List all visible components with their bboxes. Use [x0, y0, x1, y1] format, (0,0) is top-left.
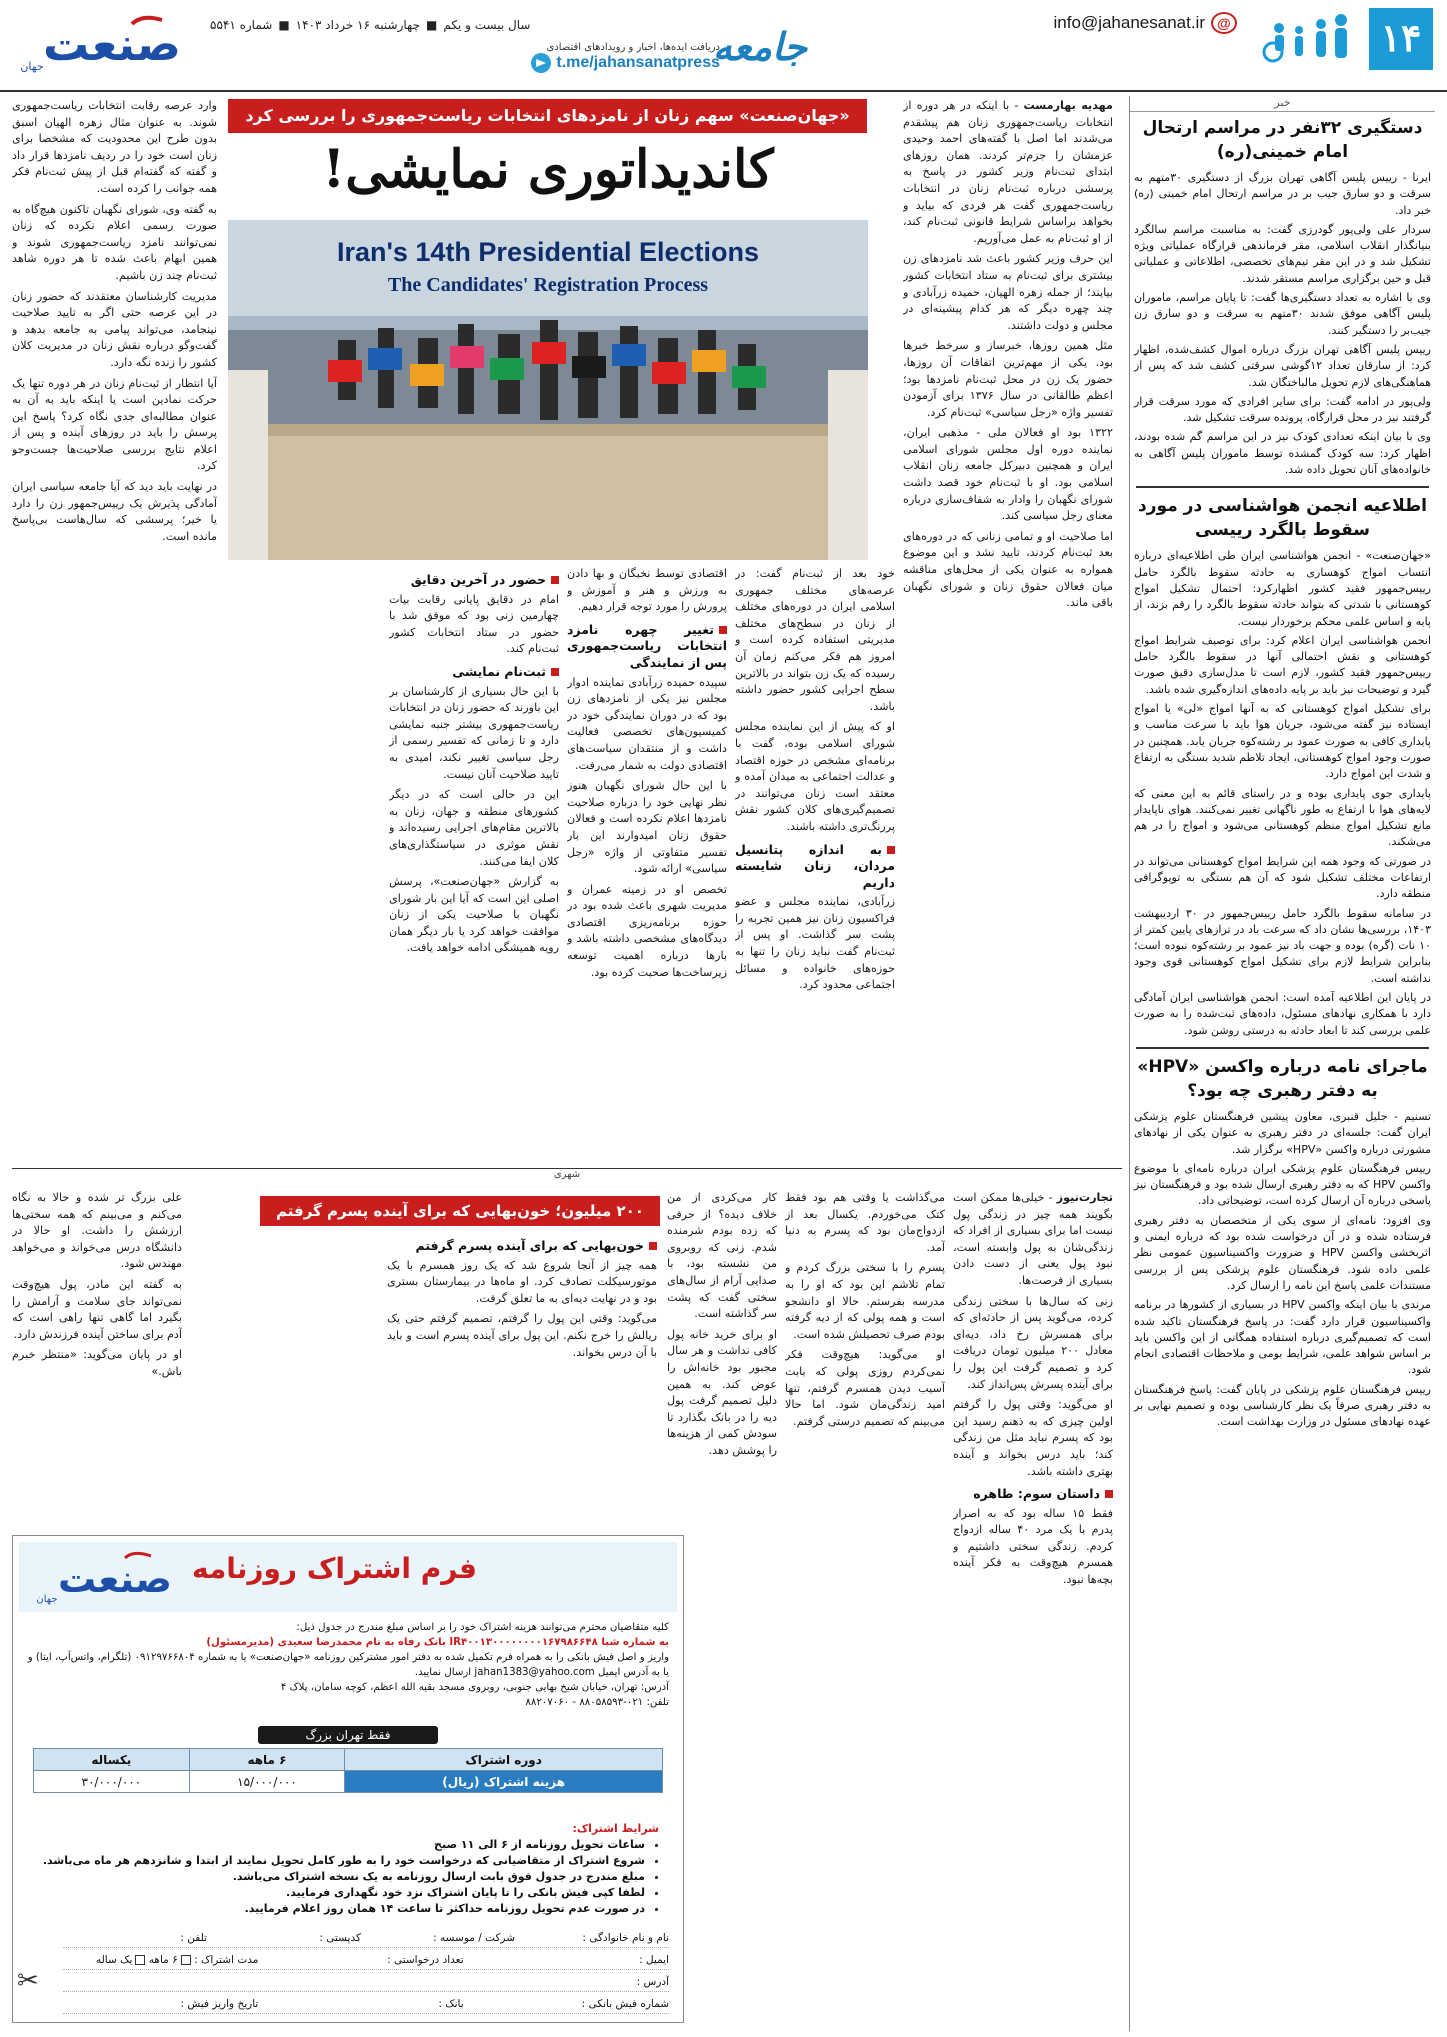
byline: مهدیه بهارمست	[1023, 99, 1113, 112]
sidebar-story3-body: تسنیم - جلیل قنبری، معاون پیشین فرهنگستان علوم پزشکی ایران گفت: جلسه‌ای در دفتر رهبری به عنوان یکی از نهادهای مشورتی درباره واکسن «HPV» برگزار شد. رییس فرهنگستان علوم پزشکی ایران درباره نامه‌ای با موضوع واکسن HPV که به دفتر رهبری ارسال شده بود و فرهنگستان نیز پاسخی درباره آن ارسال کرده است، توضیحاتی داد. وی افزود: نامه‌ای از سوی یکی از متخصصان به دفتر رهبری فرستاده شده و در آن درخواست شده بود که درباره ایمنی و اثربخشی واکسن HPV و ضرورت واکسیناسیون عمومی نظر علمی داده شود. فرهنگستان علوم پزشکی پس از بررسی مستندات علمی پاسخ این نامه را ارسال کرد. مرندی با بیان اینکه واکسن HPV در بسیاری از کشورها در برنامه واکسیناسیون قرار دارد گفت: در پاسخ فرهنگستان تاکید شده است که تصمیم‌گیری درباره استفاده همگانی از این واکسن باید بر اساس شواهد علمی، شرایط بومی و ملاحظات اقتصادی انجام شود. رییس فرهنگستان علوم پزشکی در پایان گفت: پاسخ فرهنگستان به دفتر رهبری صرفاً یک نظر کارشناسی بوده و تصمیم نهایی بر عهده نهادهای مسئول در وزارت بهداشت است.	[1134, 1109, 1432, 1429]
jahan-sanat-logo	[12, 10, 202, 78]
checkbox-1y[interactable]	[135, 1955, 145, 1965]
phone-field[interactable]: تلفن :	[180, 1931, 207, 1944]
logo-text: صنعت	[58, 1557, 172, 1601]
lead-column-2: خود بعد از ثبت‌نام گفت: در عرصه‌های مختلف جمهوری اسلامی ایران در دوره‌های مختلف از زنان در سطح‌های مختلف مدیریتی استفاده کرده است و امروز هم فکر می‌کنم زمان آن رسیده که یک زن بتواند در بالاترین سطح اجرایی کشور حضور داشته باشد. او که پیش از این نماینده مجلس شورای اسلامی بوده، گفت با برنامه‌ای مشخص در حوزه اقتصاد و عدالت اجتماعی به میدان آمده و معتقد است زنان می‌توانند در تصمیم‌گیری‌های کلان کشور نقش پررنگ‌تری داشته باشند. به اندازه پتانسیل مردان، زنان شایسته داریم زرآبادی، نماینده مجلس و عضو فراکسیون زنان نیز همین تجربه را پشت سر گذاشت. او پس از ثبت‌نام گفت نباید زنان را تنها به حوزه‌های خانواده و مسائل اجتماعی محدود کرد.	[735, 567, 895, 992]
masthead	[0, 0, 1447, 92]
news-sidebar	[1129, 96, 1435, 2031]
postal-code-field[interactable]: کدپستی :	[319, 1931, 361, 1944]
subheading: داستان سوم: طاهره	[953, 1486, 1113, 1503]
subheading: تغییر چهره نامزد انتخابات ریاست‌جمهوری پس از نمایندگی	[567, 621, 727, 670]
subscription-conditions: شرایط اشتراک: • ساعات تحویل روزنامه از ۶ الی ۱۱ صبح • شروع اشتراک از متقاضیانی که درخواست خود را به طور کامل تحویل نمایند از ابتدا و شانزدهم هر ماه می‌باشد. • مبلغ مندرج در جدول فوق بابت ارسال روزنامه به یک نسخه اشتراک می‌باشد. • لطفا کپی فیش بانکی را تا پایان اشتراک نزد خود نگهداری فرمایید. • در صورت عدم تحویل روزنامه حداکثر تا ساعت ۱۴ همان روز اعلام فرمایید.	[37, 1821, 659, 1917]
photo-illustration	[228, 220, 868, 560]
issue-number: شماره ۵۵۴۱	[210, 18, 273, 32]
price-table-caption: فقط تهران بزرگ	[258, 1726, 438, 1744]
period-field: مدت اشتراک : ۶ ماهه یک ساله	[95, 1953, 259, 1966]
form-instructions: کلیه متقاضیان محترم می‌توانند هزینه اشتراک خود را بر اساس مبلغ مندرج در جدول ذیل: به شماره شبا IR۴۰۰۱۳۰۰۰۰۰۰۰۰۱۶۷۹۸۶۶۴۸ بانک رفاه به نام محمدرضا سعیدی (مدیرمسئول) واریز و اصل فیش بانکی را به همراه فرم تکمیل شده به دفتر امور مشترکین روزنامه «جهان‌صنعت» یا به شماره ۰۹۱۲۹۷۶۶۸۰۴ (تلگرام، واتس‌آپ، ایتا) و یا به آدرس ایمیل jahan1383@yahoo.com ارسال نمایید. آدرس: تهران، خیابان شیخ بهایی جنوبی، روبروی مسجد بقیه الله اعظم، کوچه سامان، پلاک ۴ تلفن: ۰۲۱-۸۸۰۵۸۵۹۳ - ۸۸۲۰۷۰۶۰	[27, 1622, 669, 1708]
company-field[interactable]: شرکت / موسسه :	[433, 1931, 515, 1944]
photo-title: Iran's 14th Presidential Elections	[336, 237, 760, 267]
press-conference-photo	[228, 220, 868, 560]
bank-field[interactable]: بانک :	[438, 1997, 464, 2010]
telegram-url: t.me/jahansanatpress	[556, 54, 720, 71]
story2-column-4: خون‌بهایی که برای آینده پسرم گرفتم همه چیز از آنجا شروع شد که یک روز همسرم با یک موتورسیکلت تصادف کرد. او ماه‌ها در بیمارستان بستری بود و در نهایت دیه‌ای به ما تعلق گرفت. می‌گوید: وقتی این پول را گرفتم، تصمیم گرفتم حتی یک ریالش را خرج نکنم. این پول برای آینده پسرم است و باید با آن درس بخواند.	[387, 1238, 657, 1359]
telegram-icon	[531, 53, 551, 73]
receipt-number-field[interactable]: شماره فیش بانکی :	[581, 1997, 669, 2010]
issue-year: سال بیست و یکم	[443, 18, 531, 32]
sidebar-story3-title: ماجرای نامه درباره واکسن «HPV» به دفتر رهبری چه بود؟	[1137, 1056, 1428, 1101]
lead-column-3: اقتصادی توسط نخبگان و بها دادن به ورزش و هنر و آموزش و پرورش را مورد توجه قرار دهیم. تغییر چهره نامزد انتخابات ریاست‌جمهوری پس از نمایندگی سپیده حمیده زرآبادی نماینده ادوار مجلس نیز یکی از نامزدهای زن بود که در دوران نمایندگی خود در کمیسیون‌های تخصصی فعالیت داشت و از منتقدان سیاست‌های اقتصادی دولت به شمار می‌رفت. با این حال شورای نگهبان هنوز نظر نهایی خود را درباره صلاحیت نامزدها اعلام نکرده است و فعالان حقوق زنان امیدوارند این بار تفسیر متفاوتی از واژه «رجل سیاسی» ارائه شود. تخصص او در زمینه عمران و مدیریت شهری باعث شده بود در حوزه برنامه‌ریزی اقتصادی دیدگاه‌های مشخصی داشته باشد و بارها درباره اهمیت توسعه زیرساخت‌ها صحبت کرده بود.	[567, 567, 727, 979]
sidebar-story1-body: ایرنا - رییس پلیس آگاهی تهران بزرگ از دستگیری ۳۰متهم به سرقت و دو سارق جیب بر در مراسم ارتحال امام خمینی (ره) خبر داد. سردار علی ولی‌پور گودرزی گفت: به مناسبت مراسم سالگرد بنیانگذار انقلاب اسلامی، مقر فرماندهی قرارگاه عملیاتی ویژه تشکیل شد و در این مقر تیم‌های تخصصی، اطلاعاتی و عملیاتی قبل و حین برگزاری مراسم مستقر شدند. وی با اشاره به تعداد دستگیری‌ها گفت: تا پایان مراسم، ماموران پلیس آگاهی موفق شدند ۳۰متهم به سرقت و دو سارق زن جیب‌بر را دستگیر کنند. رییس پلیس آگاهی تهران بزرگ درباره اموال کشف‌شده، اظهار کرد: از سارقان تعداد ۱۲گوشی سرقتی کشف شد که پس از هماهنگی‌های لازم تحویل مالباختگان شد. ولی‌پور در ادامه گفت: برای سایر افرادی که مورد سرقت قرار گرفتند نیز در محل قرارگاه، پرونده سرقت تشکیل شد. وی با بیان اینکه تعدادی کودک نیز در این مراسم گم شده بودند، اظهار کرد: سه کودک گمشده توسط ماموران پلیس آگاهی به خانواده‌های آنان تحویل داده شد.	[1134, 171, 1431, 477]
sidebar-story1-title: دستگیری ۳۲نفر در مراسم ارتحال امام خمینی(ره)	[1142, 118, 1423, 162]
subheading: ثبت‌نام نمایشی	[389, 664, 559, 681]
photo-subtitle: The Candidates' Registration Process	[387, 274, 709, 296]
section-title: جامعه	[712, 24, 807, 69]
story2-column-5: علی بزرگ تر شده و حالا به نگاه می‌کنم و می‌بینم که همه سختی‌ها ارزشش را داشت. او حالا در دانشگاه درس می‌خواند و می‌خواهد مهندس شود. به گفته این مادر، پول هیچ‌وقت نمی‌تواند جای سلامت و آرامش را بگیرد اما گاهی تنها راهی است که آدم برای ساختن آینده فرزندش دارد. او در پایان می‌گوید: «منتظر خبرم باش.»	[12, 1191, 182, 1378]
headline: کاندیداتوری نمایشی!	[322, 139, 774, 200]
sidebar-story2-body: «جهان‌صنعت» - انجمن هواشناسی ایران طی اطلاعیه‌ای درباره انتساب امواج کوهساری به حادثه سقوط بالگرد حامل رییس‌جمهور فقید کشور اظهارکرد: احتمال تشکیل امواج کوهستانی با شدتی که بتواند حادثه سقوط بالگرد را رقم بزند، از پایه و اساس علمی محکم برخوردار نیست. انجمن هواشناسی ایران اعلام کرد: برای توصیف شرایط امواج کوهستانی و نقش احتمالی آنها در سقوط بالگرد حامل رییس‌جمهور فقید کشور، لازم است تا مدل‌سازی دقیق صورت گیرد و توضیحات نیز باید بر پایه داده‌های اندازه‌گیری شده باشد. برای تشکیل امواج کوهستانی که به آنها امواج «لی» یا امواج ایستاده نیز گفته می‌شود، جریان هوا باید با سرعت مناسب و پایداری کافی به صورت عمود بر رشته‌کوه جریان یابد. همچنین در صورت وجود امواج کوهستانی، ایجاد تلاطم شدید بستگی به ارتفاع و شدت این امواج دارد. پایداری جوی پایداری بوده و در راستای قائم به این معنی که لایه‌های هوا با ارتفاع به طور ناگهانی تغییر نمی‌کنند. هوای ناپایدار مانع تشکیل امواج منظم کوهستانی می‌شود و امواج را در هم می‌شکند. در صورتی که وجود همه این شرایط امواج کوهستانی می‌تواند در ارتفاعات مختلف تشکیل شود که آن هم بستگی به توپوگرافی منطقه دارد. در سامانه سقوط بالگرد حامل رییس‌جمهور در ۳۰ اردیبهشت ۱۴۰۳، بررسی‌ها نشان داد که سرعت باد در ترازهای پایین کمتر از ۱۰ نات (گره) بوده و جهت باد نیز عمود بر رشته‌کوه نبوده است؛ بنابراین شرایط لازم برای تشکیل امواج کوهستانی قوی وجود نداشته است. در پایان این اطلاعیه آمده است: انجمن هواشناسی ایران آمادگی دارد با همکاری نهادهای مسئول، داده‌های ثبت‌شده را به صورت علمی بررسی کند تا ابعاد حادثه به درستی روشن شود.	[1134, 549, 1431, 1037]
issue-info: سال بیست و یکم ■ چهارشنبه ۱۶ خرداد ۱۴۰۳ ■ شماره ۵۵۴۱	[210, 18, 531, 32]
logo-small-text: جهان	[36, 1594, 58, 1605]
divider	[1136, 486, 1429, 488]
jahan-sanat-logo	[33, 1548, 183, 1608]
subheading: به اندازه پتانسیل مردان، زنان شایسته داریم	[735, 841, 895, 890]
subheading: حضور در آخرین دقایق	[389, 572, 559, 589]
story2-headline: ۲۰۰ میلیون؛ خون‌بهایی که برای آینده پسرم گرفتم	[260, 1196, 660, 1226]
story2-column-3: کار می‌کردی از من خلاف دیده؟ از حرفی که زده بودم شرمنده شدم. زنی که روبروی من نشسته بود، با صدایی آرام از سال‌های سختی گفت که پشت سر گذاشته است. او برای خرید خانه پول کافی نداشت و هر سال مجبور بود خانه‌اش را عوض کند. به همین دلیل تصمیم گرفت پول دیه را در بانک بگذارد تا سودش کمی از هزینه‌ها را پوشش دهد.	[667, 1191, 777, 1457]
family-icon	[1251, 8, 1361, 70]
scissors-icon: ✂	[17, 1966, 39, 1996]
sidebar-tag: خبر	[1130, 96, 1435, 112]
deposit-date-field[interactable]: تاریخ واریز فیش :	[180, 1997, 259, 2010]
logo-text: صنعت	[43, 17, 181, 71]
form-header	[19, 1542, 677, 1612]
kicker: «جهان‌صنعت» سهم زنان از نامزدهای انتخابات ریاست‌جمهوری را بررسی کرد	[228, 99, 867, 133]
checkbox-6m[interactable]	[181, 1955, 191, 1965]
story2-column-2: می‌گذاشت یا وقتی هم بود فقط کتک می‌خوردم. یکسال بعد از ازدواج‌مان بود که پسرم به دنیا آمد. پسرم را با سختی بزرگ کردم و تمام تلاشم این بود که او را به مدرسه بفرستم. حالا او دانشجو است و همه پولی که از دیه گرفته بودم صرف تحصیلش شده است. او می‌گوید: هیچ‌وقت فکر نمی‌کردم روزی پولی که بابت آسیب دیدن همسرم گرفتم، تنها امید زندگی‌مان شود. اما حالا می‌بینم که تصمیم درستی گرفتم.	[785, 1191, 945, 1428]
at-icon: @	[1211, 12, 1237, 34]
section-tag-urban: شهری	[12, 1168, 1122, 1182]
telegram-note: دریافت ایده‌ها، اخبار و رویدادهای اقتصادی	[546, 42, 720, 53]
lead-column-5: وارد عرصه رقابت انتخابات ریاست‌جمهوری شوند. به عنوان مثال زهره الهیان اسبق بدون طرح این محدودیت که مشخصا برای زنان است خود را در ردیف نامزدها قرار داد و گفته که گفته‌ام قبل از پیش ثبت‌نام فکر همه جوانب را کرده است. به گفته وی، شورای نگهبان تاکنون هیچ‌گاه به صورت رسمی اعلام نکرده که زنان نمی‌توانند نامزد ریاست‌جمهوری شوند و همین ابهام باعث شده تا هر دوره شاهد ثبت‌نام چند زن باشیم. مدیریت کارشناسان معتقدند که حضور زنان در این عرصه حتی اگر به تایید صلاحیت نینجامد، می‌تواند پیامی به جامعه بدهد و گفت‌وگو درباره نقش زنان در مدیریت کلان کشور را زنده نگه دارد. آیا انتظار از ثبت‌نام زنان در هر دوره تنها یک حرکت نمادین است یا اینکه باید به آن به عنوان مطالبه‌ای جدی نگاه کرد؟ پاسخ این پرسش را باید در روزهای آینده و پس از اعلام نتایج بررسی صلاحیت‌ها جست‌وجو کرد. در نهایت باید دید که آیا جامعه سیاسی ایران آمادگی پذیرش یک رییس‌جمهور زن را دارد یا خیر؛ پرسشی که سال‌هاست بی‌پاسخ مانده است.	[12, 99, 217, 543]
byline: تجارت‌نیوز	[1056, 1191, 1113, 1204]
issue-date: چهارشنبه ۱۶ خرداد ۱۴۰۳	[295, 18, 420, 32]
table-header-row: دوره اشتراک ۶ ماهه یکساله	[34, 1749, 663, 1771]
address-field[interactable]: آدرس :	[636, 1975, 669, 1988]
sidebar-story2-title: اطلاعیه انجمن هواشناسی در مورد سقوط بالگرد رییسی	[1138, 496, 1427, 541]
page-number: ۱۴	[1369, 8, 1433, 70]
quantity-field[interactable]: تعداد درخواستی :	[387, 1953, 464, 1966]
name-field[interactable]: نام و نام خانوادگی :	[582, 1931, 669, 1944]
lead-column-4: حضور در آخرین دقایق امام در دقایق پایانی رقابت بیات چهارمین زنی بود که موفق شد با حضور در ستاد انتخابات کشور ثبت‌نام کند. ثبت‌نام نمایشی با این حال بسیاری از کارشناسان بر این باورند که حضور زنان در انتخابات ریاست‌جمهوری بیشتر جنبه نمایشی دارد و تا زمانی که تفسیر رسمی از رجل سیاسی تغییر نکند، امیدی به تایید صلاحیت آنان نیست. این در حالی است که در دیگر کشورهای منطقه و جهان، زنان به بالاترین مقام‌های اجرایی رسیده‌اند و نقش موثری در سیاستگذاری‌های کلان ایفا می‌کنند. به گزارش «جهان‌صنعت»، پرسش اصلی این است که آیا این بار شورای نگهبان با صلاحیت یکی از زنان موافقت خواهد کرد یا بار دیگر همان رویه همیشگی ادامه خواهد یافت.	[389, 572, 559, 955]
lead-column-1: مهدیه بهارمست - با اینکه در هر دوره از انتخابات ریاست‌جمهوری زنان هم پیشقدم می‌شدند اما اصل با گفته‌های احمد وحیدی عزمشان را جزم‌تر کردند. همان روزهای ابتدای ثبت‌نام وزیر کشور در پاسخ به پرسشی درباره ثبت‌نام زنان در انتخابات ریاست‌جمهوری گفت هر فردی که بیاید و بخواهد براساس شرایط قانونی ثبت‌نام کند، از او ثبت‌نام به عمل می‌آوریم. این حرف وزیر کشور باعث شد نامزدهای زن بیشتری برای ثبت‌نام به ستاد انتخابات کشور بیایند؛ از جمله زهره الهیان، حمیده زرآبادی و چند چهره دیگر که هر کدام پیشینه‌ای در مجلس و دولت داشتند. مثل همین روزها، خبرساز و سرخط خبرها بود. یکی از مهم‌ترین اتفاقات آن روزها، حضور یک زن در محل ثبت‌نام نامزدها بود؛ اعظم طالقانی در سال ۱۳۷۶ برای آزمودن تفسیر واژه «رجل سیاسی» ثبت‌نام کرد. ۱۳۲۲ بود او فعالان ملی - مذهبی ایران، نماینده دوره اول مجلس شورای اسلامی ایران و همچنین دبیرکل جامعه زنان انقلاب اسلامی بود. او با ثبت‌نام خود قصد داشت شورای نگهبان را وادار به شفاف‌سازی درباره معنای رجل سیاسی کند. اما صلاحیت او و تمامی زنانی که در دوره‌های بعد ثبت‌نام کردند، تایید نشد و این موضوع همواره به عنوان یکی از محل‌های مناقشه میان فعالان حقوق زنان و شورای نگهبان باقی ماند.	[903, 99, 1113, 610]
logo-small-text: جهان	[20, 60, 44, 73]
telegram-block	[520, 42, 720, 73]
form-title: فرم اشتراک روزنامه	[191, 1552, 477, 1585]
form-fields	[63, 1928, 669, 2016]
email-text: info@jahanesanat.ir	[1053, 13, 1205, 32]
table-row: هزینه اشتراک (ریال) ۱۵/۰۰۰/۰۰۰ ۳۰/۰۰۰/۰۰۰	[34, 1771, 663, 1793]
divider	[1136, 1047, 1429, 1049]
price-table	[33, 1726, 663, 1793]
email-field[interactable]: ایمیل :	[639, 1953, 669, 1966]
contact-email[interactable]	[1054, 12, 1237, 34]
subscription-form	[12, 1535, 684, 2023]
story2-column-1: تجارت‌نیوز - خیلی‌ها ممکن است بگویند همه چیز در زندگی پول نیست اما برای بسیاری از افراد که زندگی‌شان به پول وابسته است، نبود پول یعنی از دست دادن بسیاری از فرصت‌ها. زنی که سال‌ها با سختی زندگی کرده، می‌گوید پس از حادثه‌ای که برای همسرش رخ داد، دیه‌ای معادل ۲۰۰ میلیون تومان دریافت کرد و تصمیم گرفت این پول را برای آینده پسرش پس‌انداز کند. او می‌گوید: وقتی پول را گرفتم اولین چیزی که به ذهنم رسید این بود که پسرم نباید مثل من زندگی کند؛ باید درس بخواند و آینده بهتری داشته باشد. داستان سوم: طاهره فقط ۱۵ ساله بود که به اصرار پدرم با یک مرد ۴۰ ساله ازدواج کردم. زندگی سختی داشتیم و همسرم هیچ‌وقت به فکر آینده بچه‌ها نبود.	[953, 1191, 1113, 1587]
subheading: خون‌بهایی که برای آینده پسرم گرفتم	[387, 1238, 657, 1255]
telegram-link[interactable]	[520, 53, 720, 73]
